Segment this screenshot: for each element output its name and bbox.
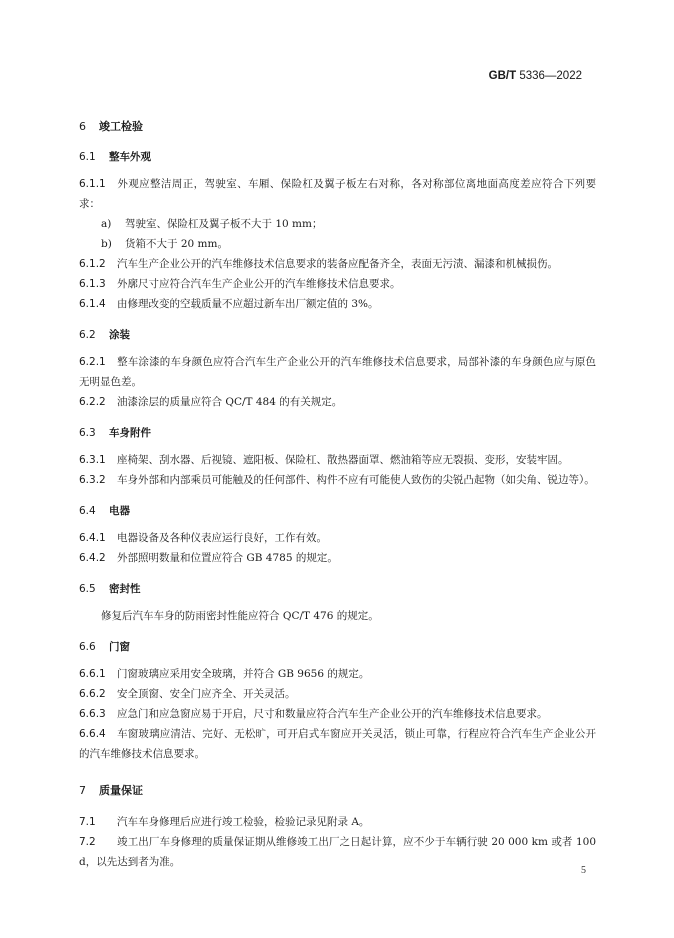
section-title: 涂装 [109,329,130,341]
clause-number: 7.2 [79,836,96,848]
clause-6-2-1 [79,352,596,392]
list-text: 驾驶室、保险杠及翼子板不大于 10 mm； [125,218,323,230]
clause-6-6-4 [79,724,596,764]
section-title: 密封性 [109,583,141,595]
section-number: 6.3 [79,427,96,439]
standard-number: 5336—2022 [519,70,582,82]
clause-number: 7.1 [79,816,96,828]
clause-text: 门窗玻璃应采用安全玻璃，并符合 GB 9656 的规定。 [117,668,370,680]
clause-6-6-3 [79,704,596,724]
section-number: 7 [79,784,86,797]
clause-text: 由修理改变的空载质量不应超过新车出厂额定值的 3%。 [117,298,379,310]
clause-number: 6.1.4 [79,298,106,310]
clause-number: 6.1.1 [79,178,106,190]
clause-number: 6.1.3 [79,278,106,290]
clause-number: 6.2.2 [79,396,106,408]
section-6-heading [79,118,596,136]
clause-6-3-1 [79,450,596,470]
clause-6-6-1 [79,664,596,684]
section-6-6-heading [79,638,596,656]
section-title: 质量保证 [99,784,143,797]
clause-number: 6.3.1 [79,454,106,466]
section-number: 6 [79,120,86,133]
clause-6-1-3 [79,274,596,294]
clause-text: 汽车生产企业公开的汽车维修技术信息要求的装备应配备齐全，表面无污渍、漏漆和机械损伤。 [117,258,558,270]
clause-number: 6.4.2 [79,552,106,564]
clause-text: 应急门和应急窗应易于开启，尺寸和数量应符合汽车生产企业公开的汽车维修技术信息要求。 [117,708,548,720]
clause-number: 6.4.1 [79,532,106,544]
section-number: 6.6 [79,641,96,653]
section-6-2-heading [79,326,596,344]
clause-number: 6.3.2 [79,474,106,486]
section-title: 电器 [109,505,130,517]
clause-text: 整车涂漆的车身颜色应符合汽车生产企业公开的汽车维修技术信息要求，局部补漆的车身颜色应与原色无明显色差。 [79,356,596,388]
clause-6-1-4 [79,294,596,314]
section-6-4-heading [79,502,596,520]
clause-6-5-text: 修复后汽车车身的防雨密封性能应符合 QC/T 476 的规定。 [101,610,379,622]
list-text: 货箱不大于 20 mm。 [125,238,228,250]
list-item-b [79,234,596,254]
clause-text: 电器设备及各种仪表应运行良好，工作有效。 [117,532,327,544]
clause-number: 6.6.3 [79,708,106,720]
clause-text: 外部照明数量和位置应符合 GB 4785 的规定。 [117,552,338,564]
section-6-3-heading [79,424,596,442]
section-title: 门窗 [109,641,130,653]
clause-number: 6.6.4 [79,728,106,740]
document-header [489,70,582,82]
clause-text: 竣工出厂车身修理的质量保证期从维修竣工出厂之日起计算，应不少于车辆行驶 20 000 km 或者 100 d，以先达到者为准。 [79,836,596,868]
clause-6-6-2 [79,684,596,704]
clause-number: 6.6.2 [79,688,106,700]
clause-number: 6.6.1 [79,668,106,680]
section-title: 竣工检验 [99,120,143,133]
clause-7-2 [79,832,596,872]
list-item-a [79,214,596,234]
section-title: 车身附件 [109,427,151,439]
clause-text: 车身外部和内部乘员可能触及的任何部件、构件不应有可能使人致伤的尖锐凸起物（如尖角、锐边等）。 [117,474,595,486]
section-7-heading [79,782,596,800]
clause-6-1-2 [79,254,596,274]
clause-6-3-2 [79,470,596,490]
clause-6-4-1 [79,528,596,548]
clause-number: 6.1.2 [79,258,106,270]
section-title: 整车外观 [109,151,151,163]
clause-6-2-2 [79,392,596,412]
clause-text: 车窗玻璃应清洁、完好、无松旷，可开启式车窗应开关灵活，锁止可靠，行程应符合汽车生产企业公开的汽车维修技术信息要求。 [79,728,596,760]
section-number: 6.4 [79,505,96,517]
standard-prefix: GB/T [488,70,517,82]
section-number: 6.1 [79,151,96,163]
section-number: 6.2 [79,329,96,341]
clause-text: 油漆涂层的质量应符合 QC/T 484 的有关规定。 [117,396,343,408]
list-label: b) [101,238,112,250]
section-6-5-heading [79,580,596,598]
clause-number: 6.2.1 [79,356,106,368]
document-body [79,118,596,872]
clause-text: 安全顶窗、安全门应齐全、开关灵活。 [117,688,296,700]
clause-text: 汽车车身修理后应进行竣工检验，检验记录见附录 A。 [117,816,370,828]
clause-6-4-2 [79,548,596,568]
clause-text: 外廓尺寸应符合汽车生产企业公开的汽车维修技术信息要求。 [117,278,401,290]
clause-text: 外观应整洁周正，驾驶室、车厢、保险杠及翼子板左右对称，各对称部位离地面高度差应符合下列要求： [79,178,596,210]
section-6-1-heading [79,148,596,166]
section-number: 6.5 [79,583,96,595]
page-number: 5 [581,865,586,876]
clause-7-1 [79,812,596,832]
clause-6-1-1 [79,174,596,214]
list-label: a) [101,218,112,230]
clause-text: 座椅架、刮水器、后视镜、遮阳板、保险杠、散热器面罩、燃油箱等应无裂损、变形，安装牢固。 [117,454,569,466]
